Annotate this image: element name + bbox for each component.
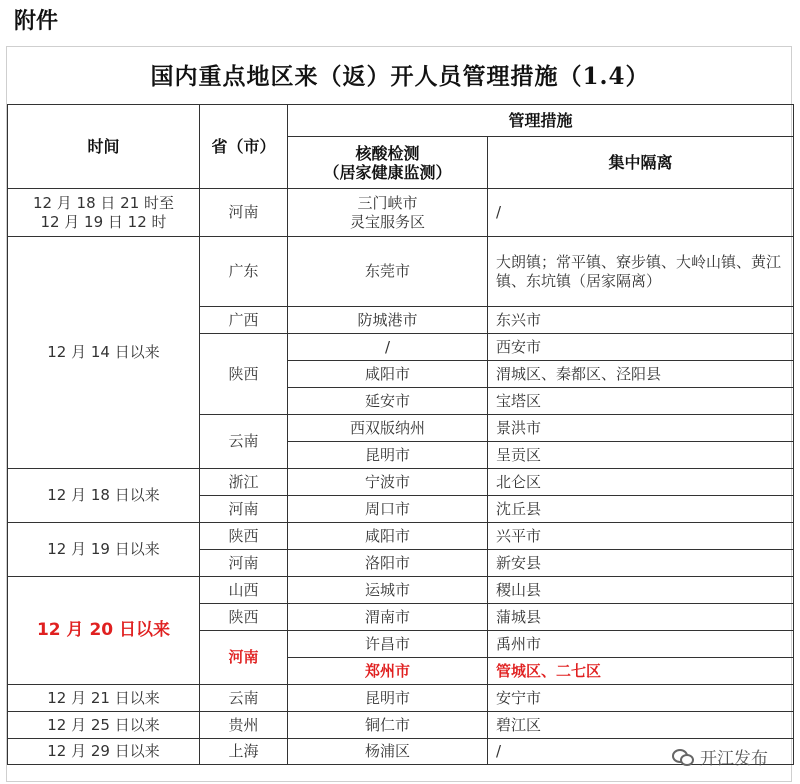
nucleic-cell: 昆明市: [288, 685, 488, 712]
quarantine-cell: 北仑区: [488, 469, 794, 496]
document-title: 国内重点地区来（返）开人员管理措施（1.4）: [150, 63, 650, 90]
quarantine-cell: 安宁市: [488, 685, 794, 712]
quarantine-cell: 景洪市: [488, 415, 794, 442]
quarantine-cell: /: [488, 739, 794, 765]
quarantine-cell: 管城区、二七区: [488, 658, 794, 685]
quarantine-cell: 碧江区: [488, 712, 794, 739]
header-measures: 管理措施: [288, 105, 794, 137]
nucleic-cell: 许昌市: [288, 631, 488, 658]
province-cell: 河南: [200, 189, 288, 237]
province-cell: 云南: [200, 685, 288, 712]
measures-table: [7, 104, 794, 765]
attachment-label: 附件: [14, 9, 59, 34]
nucleic-cell: 杨浦区: [288, 739, 488, 765]
table-row: [8, 189, 794, 237]
province-cell: 河南: [200, 496, 288, 523]
province-cell: 广东: [200, 237, 288, 307]
time-cell: 12 月 29 日以来: [8, 739, 200, 765]
province-cell: 河南: [200, 550, 288, 577]
table-row: [8, 577, 794, 604]
nucleic-cell: 洛阳市: [288, 550, 488, 577]
nucleic-cell: 昆明市: [288, 442, 488, 469]
table-row: [8, 685, 794, 712]
watermark-text: 开江发布: [700, 749, 768, 769]
nucleic-cell: 延安市: [288, 388, 488, 415]
province-cell: 陕西: [200, 523, 288, 550]
nucleic-cell: 宁波市: [288, 469, 488, 496]
table-row: [8, 469, 794, 496]
nucleic-cell: 郑州市: [288, 658, 488, 685]
time-cell: 12 月 14 日以来: [8, 237, 200, 469]
nucleic-cell: 渭南市: [288, 604, 488, 631]
quarantine-cell: 禹州市: [488, 631, 794, 658]
province-cell: 山西: [200, 577, 288, 604]
header-nucleic: 核酸检测 （居家健康监测）: [288, 137, 488, 189]
header-time: 时间: [8, 105, 200, 189]
nucleic-cell: 西双版纳州: [288, 415, 488, 442]
nucleic-cell: 咸阳市: [288, 523, 488, 550]
table-row: [8, 237, 794, 307]
quarantine-cell: 沈丘县: [488, 496, 794, 523]
time-cell: 12 月 21 日以来: [8, 685, 200, 712]
time-cell: 12 月 18 日 21 时至 12 月 19 日 12 时: [8, 189, 200, 237]
quarantine-cell: /: [488, 189, 794, 237]
province-cell: 云南: [200, 415, 288, 469]
province-cell: 贵州: [200, 712, 288, 739]
quarantine-cell: 渭城区、秦都区、泾阳县: [488, 361, 794, 388]
quarantine-cell: 稷山县: [488, 577, 794, 604]
nucleic-cell: 咸阳市: [288, 361, 488, 388]
nucleic-cell: 三门峡市 灵宝服务区: [288, 189, 488, 237]
wechat-icon: [672, 749, 694, 765]
quarantine-cell: 宝塔区: [488, 388, 794, 415]
quarantine-cell: 大朗镇；常平镇、寮步镇、大岭山镇、黄江镇、东坑镇（居家隔离）: [488, 237, 794, 307]
nucleic-cell: 东莞市: [288, 237, 488, 307]
time-cell: 12 月 19 日以来: [8, 523, 200, 577]
nucleic-cell: 周口市: [288, 496, 488, 523]
time-cell: 12 月 20 日以来: [8, 577, 200, 685]
nucleic-cell: 防城港市: [288, 307, 488, 334]
quarantine-cell: 西安市: [488, 334, 794, 361]
quarantine-cell: 蒲城县: [488, 604, 794, 631]
time-cell: 12 月 25 日以来: [8, 712, 200, 739]
header-province: 省（市）: [200, 105, 288, 189]
nucleic-cell: 铜仁市: [288, 712, 488, 739]
quarantine-cell: 东兴市: [488, 307, 794, 334]
header-quarantine: 集中隔离: [488, 137, 794, 189]
nucleic-cell: /: [288, 334, 488, 361]
source-watermark: [672, 744, 768, 769]
province-cell: 陕西: [200, 604, 288, 631]
province-cell: 广西: [200, 307, 288, 334]
quarantine-cell: 新安县: [488, 550, 794, 577]
table-row: [8, 712, 794, 739]
quarantine-cell: 兴平市: [488, 523, 794, 550]
province-cell: 河南: [200, 631, 288, 685]
nucleic-cell: 运城市: [288, 577, 488, 604]
province-cell: 浙江: [200, 469, 288, 496]
province-cell: 陕西: [200, 334, 288, 415]
table-row: [8, 523, 794, 550]
time-cell: 12 月 18 日以来: [8, 469, 200, 523]
quarantine-cell: 呈贡区: [488, 442, 794, 469]
province-cell: 上海: [200, 739, 288, 765]
